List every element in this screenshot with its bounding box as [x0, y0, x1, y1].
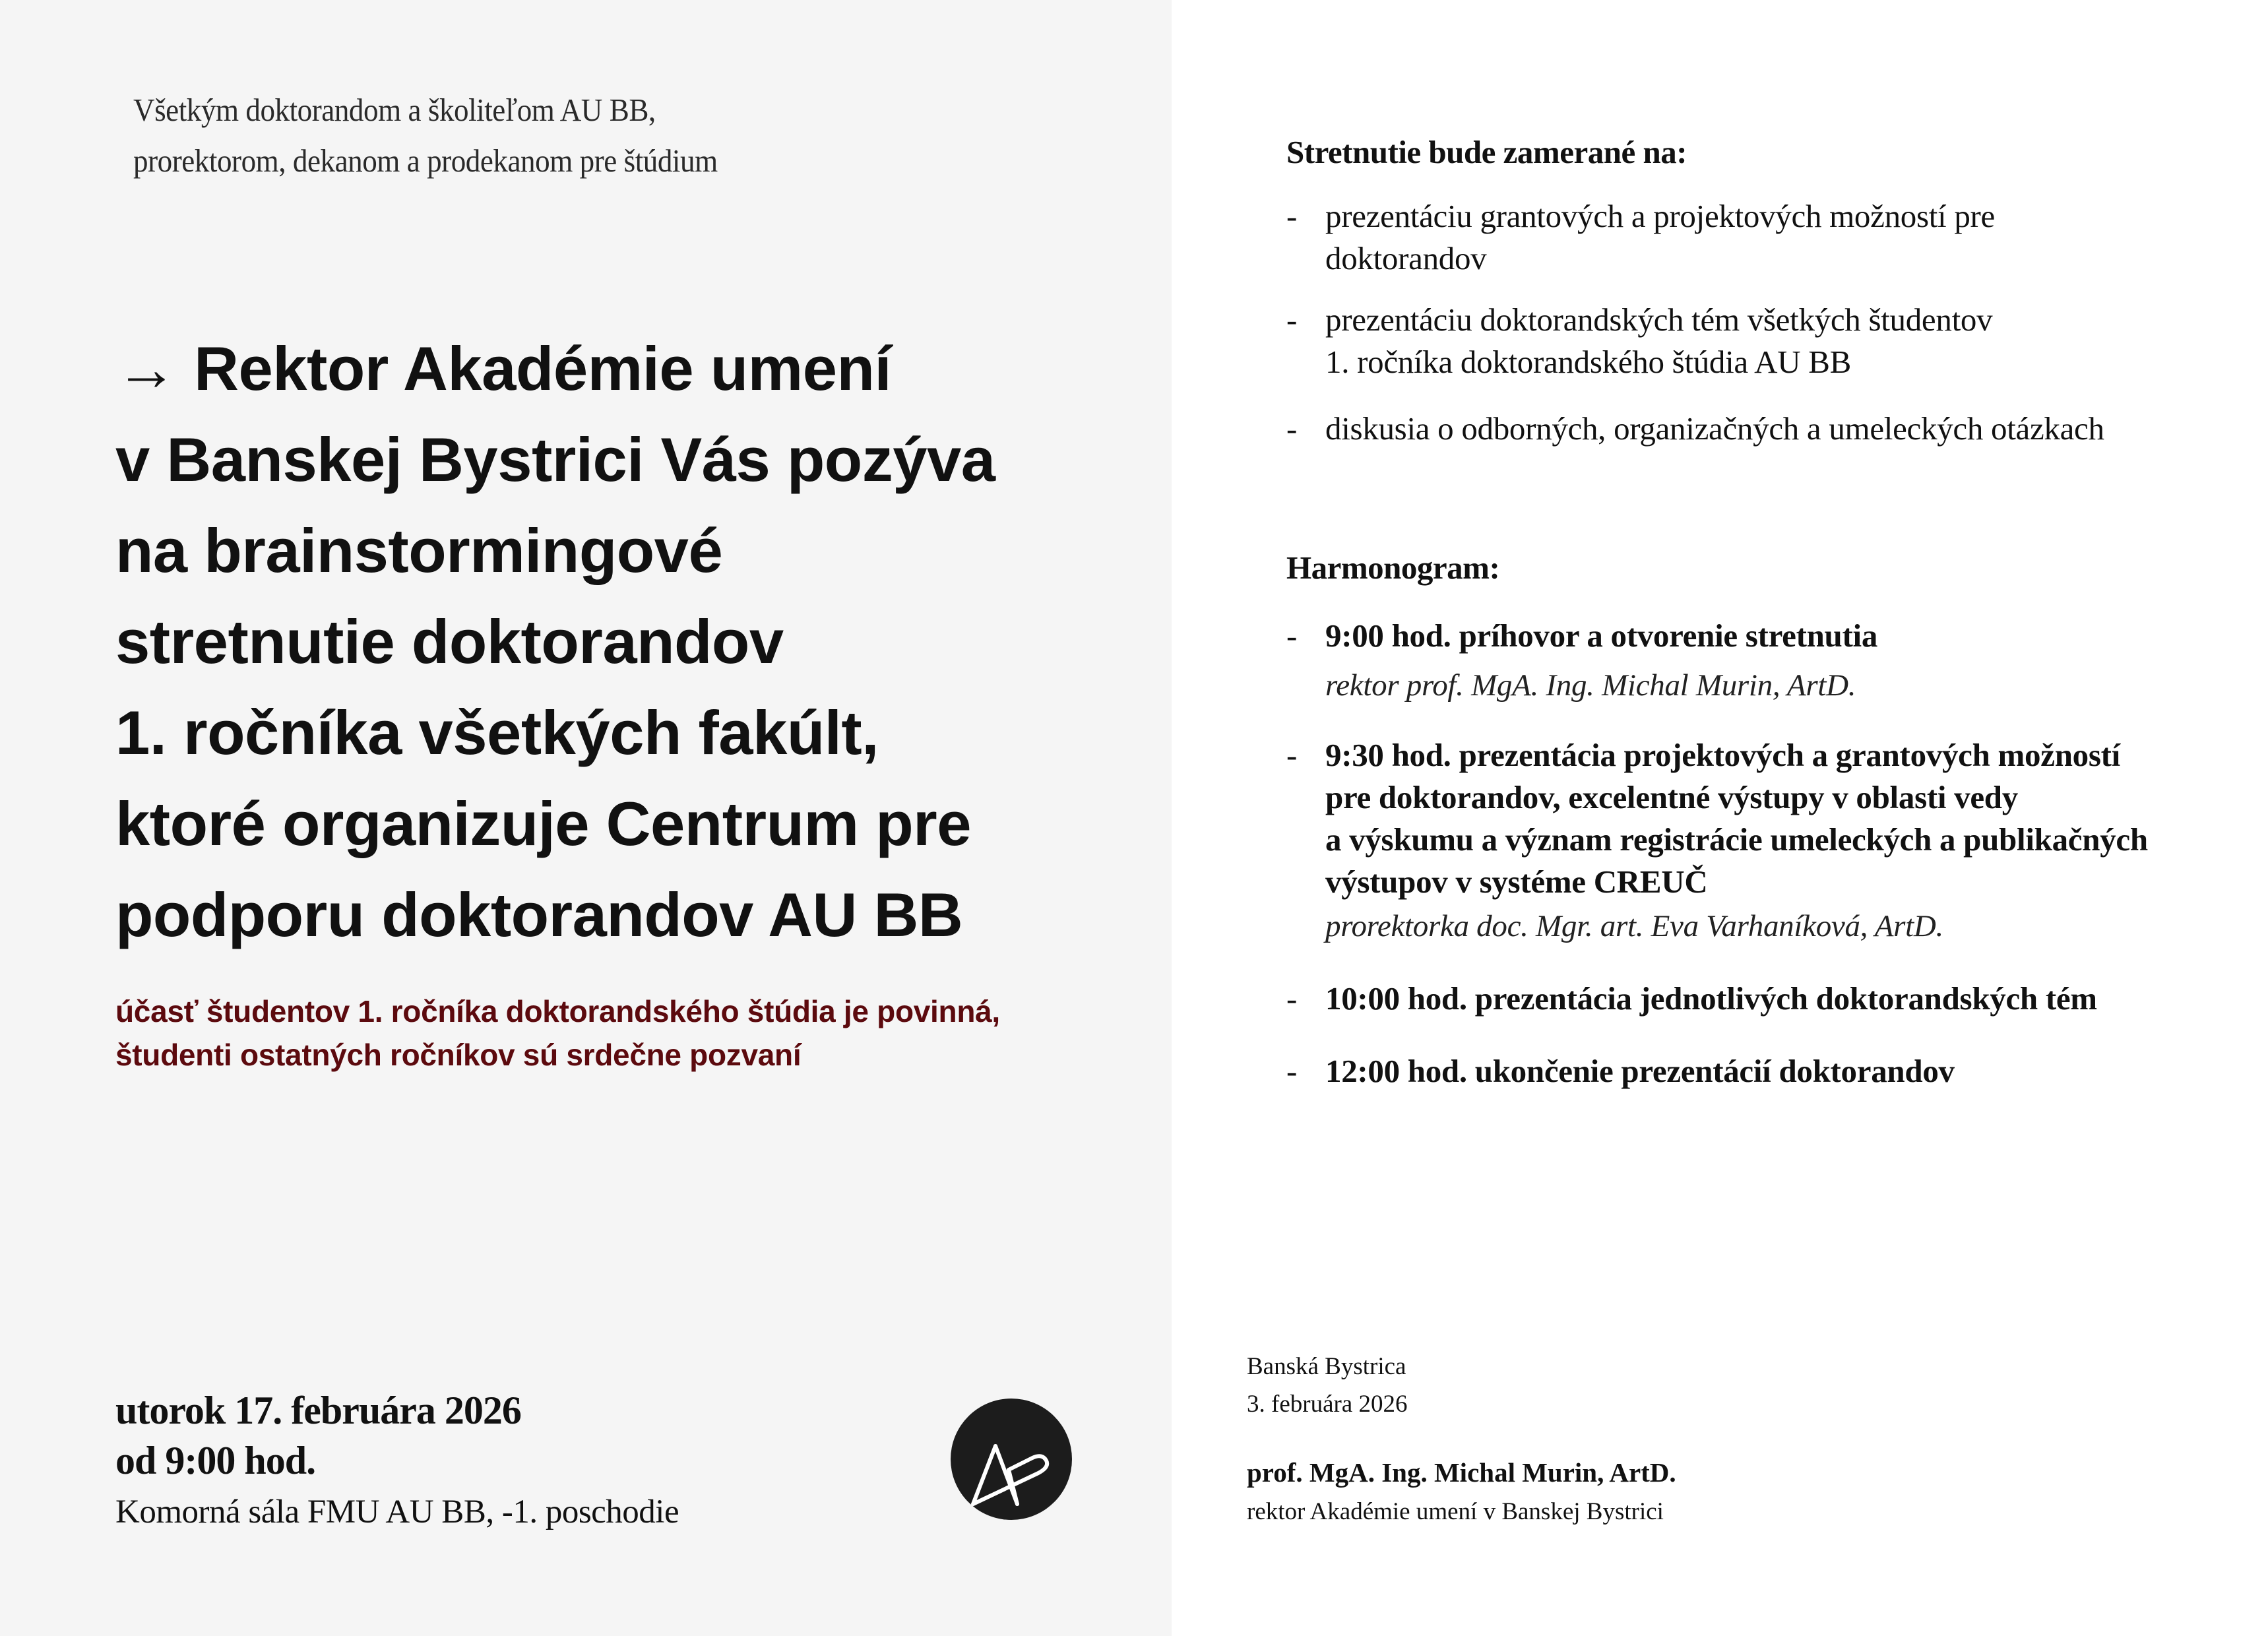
- signature-name: prof. MgA. Ing. Michal Murin, ArtD.: [1247, 1457, 1676, 1488]
- schedule-speaker: rektor prof. MgA. Ing. Michal Murin, ArtD.: [1325, 668, 1856, 703]
- bullet-dash: -: [1286, 617, 1298, 654]
- bullet-dash: -: [1286, 410, 1298, 447]
- event-details: [115, 1385, 679, 1537]
- bullet-dash: -: [1286, 737, 1298, 773]
- attendance-note-line: študenti ostatných ročníkov sú srdečne pozvaní: [115, 1038, 802, 1072]
- event-date: utorok 17. februára 2026: [115, 1389, 521, 1432]
- au-logo-icon: [951, 1399, 1072, 1520]
- event-time: od 9:00 hod.: [115, 1439, 316, 1482]
- schedule-item-line: 12:00 hod. ukončenie prezentácií doktorandov: [1325, 1053, 1955, 1089]
- schedule-item-line: výstupov v systéme CREUČ: [1325, 864, 1708, 900]
- headline-line: ktoré organizuje Centrum pre: [115, 789, 971, 858]
- signature-city: Banská Bystrica: [1247, 1353, 1406, 1380]
- salutation-line: prorektorom, dekanom a prodekanom pre štúdium: [133, 142, 718, 179]
- signature-date: 3. februára 2026: [1247, 1391, 1408, 1418]
- headline-line: → Rektor Akadémie umení: [115, 334, 892, 403]
- focus-item-line: diskusia o odborných, organizačných a umeleckých otázkach: [1325, 410, 2104, 447]
- headline-line: podporu doktorandov AU BB: [115, 880, 963, 949]
- bullet-dash: -: [1286, 198, 1298, 234]
- schedule-speaker: prorektorka doc. Mgr. art. Eva Varhaníková, ArtD.: [1325, 909, 1943, 943]
- attendance-note-line: účasť študentov 1. ročníka doktorandského štúdia je povinná,: [115, 994, 1000, 1028]
- schedule-item-line: 9:00 hod. príhovor a otvorenie stretnutia: [1325, 617, 1878, 654]
- headline-line: na brainstormingové: [115, 516, 723, 585]
- focus-heading: Stretnutie bude zamerané na:: [1286, 134, 1687, 170]
- attendance-note: [115, 990, 1000, 1077]
- focus-item-line: doktorandov: [1325, 240, 1487, 276]
- schedule-item-line: a výskumu a význam registrácie umeleckých a publikačných: [1325, 821, 2148, 858]
- headline-line: v Banskej Bystrici Vás pozýva: [115, 425, 995, 494]
- invitation-headline: [115, 323, 995, 960]
- headline-line: stretnutie doktorandov: [115, 607, 784, 676]
- headline-line: 1. ročníka všetkých fakúlt,: [115, 698, 879, 767]
- focus-item-line: 1. ročníka doktorandského štúdia AU BB: [1325, 344, 1852, 380]
- schedule-heading: Harmonogram:: [1286, 550, 1500, 586]
- schedule-item-line: 10:00 hod. prezentácia jednotlivých doktorandských tém: [1325, 980, 2097, 1017]
- salutation-line: Všetkým doktorandom a školiteľom AU BB,: [133, 92, 656, 128]
- bullet-dash: -: [1286, 1053, 1298, 1089]
- focus-item-line: prezentáciu grantových a projektových možností pre: [1325, 198, 1995, 234]
- event-location: Komorná sála FMU AU BB, -1. poschodie: [115, 1494, 679, 1530]
- bullet-dash: -: [1286, 980, 1298, 1017]
- signature-role: rektor Akadémie umení v Banskej Bystrici: [1247, 1498, 1664, 1525]
- bullet-dash: -: [1286, 301, 1298, 338]
- focus-item-line: prezentáciu doktorandských tém všetkých študentov: [1325, 301, 1993, 338]
- schedule-item-line: 9:30 hod. prezentácia projektových a grantových možností: [1325, 737, 2120, 773]
- schedule-item-line: pre doktorandov, excelentné výstupy v oblasti vedy: [1325, 779, 2018, 815]
